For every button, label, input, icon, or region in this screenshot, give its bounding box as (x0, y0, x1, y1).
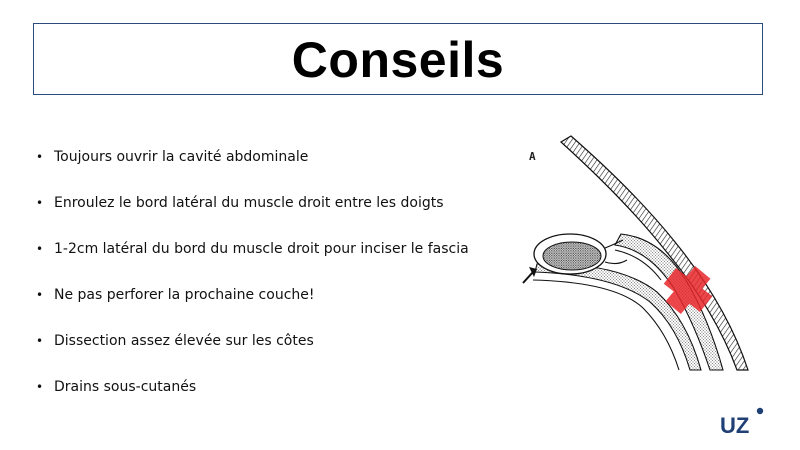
bullet-text: Enroulez le bord latéral du muscle droit entre les doigts (54, 195, 444, 211)
slide-title: Conseils (291, 32, 505, 88)
list-item (36, 192, 486, 238)
anatomical-illustration (515, 130, 765, 380)
bullet-list (36, 146, 486, 422)
bullet-icon: • (36, 242, 44, 256)
bullet-icon: • (36, 288, 44, 302)
bullet-text: Dissection assez élevée sur les côtes (54, 333, 314, 349)
bullet-icon: • (36, 380, 44, 394)
list-item (36, 376, 486, 422)
bullet-text: 1-2cm latéral du bord du muscle droit pour inciser le fascia (54, 241, 469, 257)
list-item (36, 238, 486, 284)
bullet-icon: • (36, 150, 44, 164)
figure-label: A (529, 150, 536, 163)
list-item (36, 330, 486, 376)
arrow-pointer-icon (523, 267, 537, 283)
uz-logo (718, 405, 768, 437)
bullet-text: Drains sous-cutanés (54, 379, 197, 395)
title-box (33, 23, 763, 95)
bullet-text: Ne pas perforer la prochaine couche! (54, 287, 315, 303)
list-item (36, 146, 486, 192)
logo-text: UZ (720, 413, 750, 437)
bullet-icon: • (36, 196, 44, 210)
logo-dot-icon (757, 408, 763, 414)
rectus-muscle (543, 242, 601, 270)
list-item (36, 284, 486, 330)
bullet-text: Toujours ouvrir la cavité abdominale (54, 149, 309, 165)
bullet-icon: • (36, 334, 44, 348)
